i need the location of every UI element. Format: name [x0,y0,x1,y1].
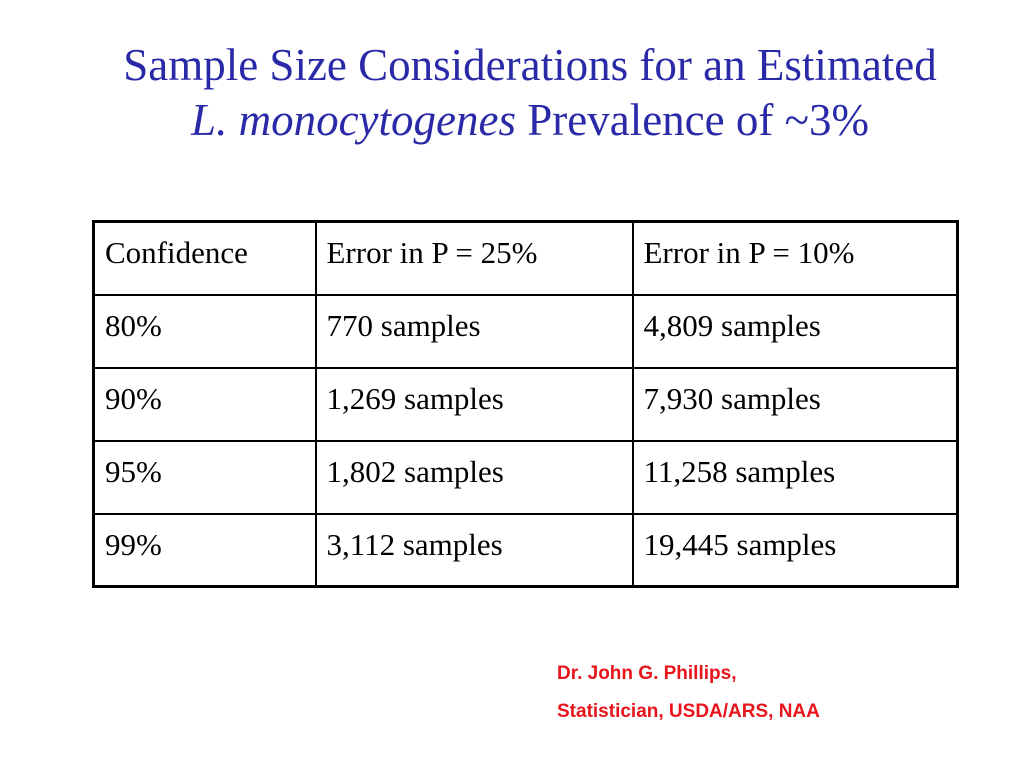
cell-confidence: 80% [94,295,316,368]
cell-error-10: 7,930 samples [633,368,958,441]
credit-affiliation: Statistician, USDA/ARS, NAA [557,701,820,722]
cell-error-10: 11,258 samples [633,441,958,514]
cell-confidence: 99% [94,514,316,587]
table-row [94,441,958,514]
header-confidence: Confidence [94,222,316,295]
cell-error-25: 1,802 samples [316,441,633,514]
cell-error-25: 770 samples [316,295,633,368]
title-species-name: L. monocytogenes [191,95,516,145]
header-error-10: Error in P = 10% [633,222,958,295]
credit-name: Dr. John G. Phillips, [557,663,737,684]
slide-title [0,38,1024,148]
header-error-25: Error in P = 25% [316,222,633,295]
table-header-row [94,222,958,295]
cell-confidence: 95% [94,441,316,514]
sample-size-table [92,220,959,588]
table-row [94,514,958,587]
table-row [94,368,958,441]
author-credit [557,655,820,731]
cell-error-25: 1,269 samples [316,368,633,441]
cell-error-25: 3,112 samples [316,514,633,587]
cell-error-10: 19,445 samples [633,514,958,587]
cell-error-10: 4,809 samples [633,295,958,368]
table-row [94,295,958,368]
title-line-2-rest: Prevalence of ~3% [515,95,869,145]
cell-confidence: 90% [94,368,316,441]
title-line-1: Sample Size Considerations for an Estimated [123,40,937,90]
